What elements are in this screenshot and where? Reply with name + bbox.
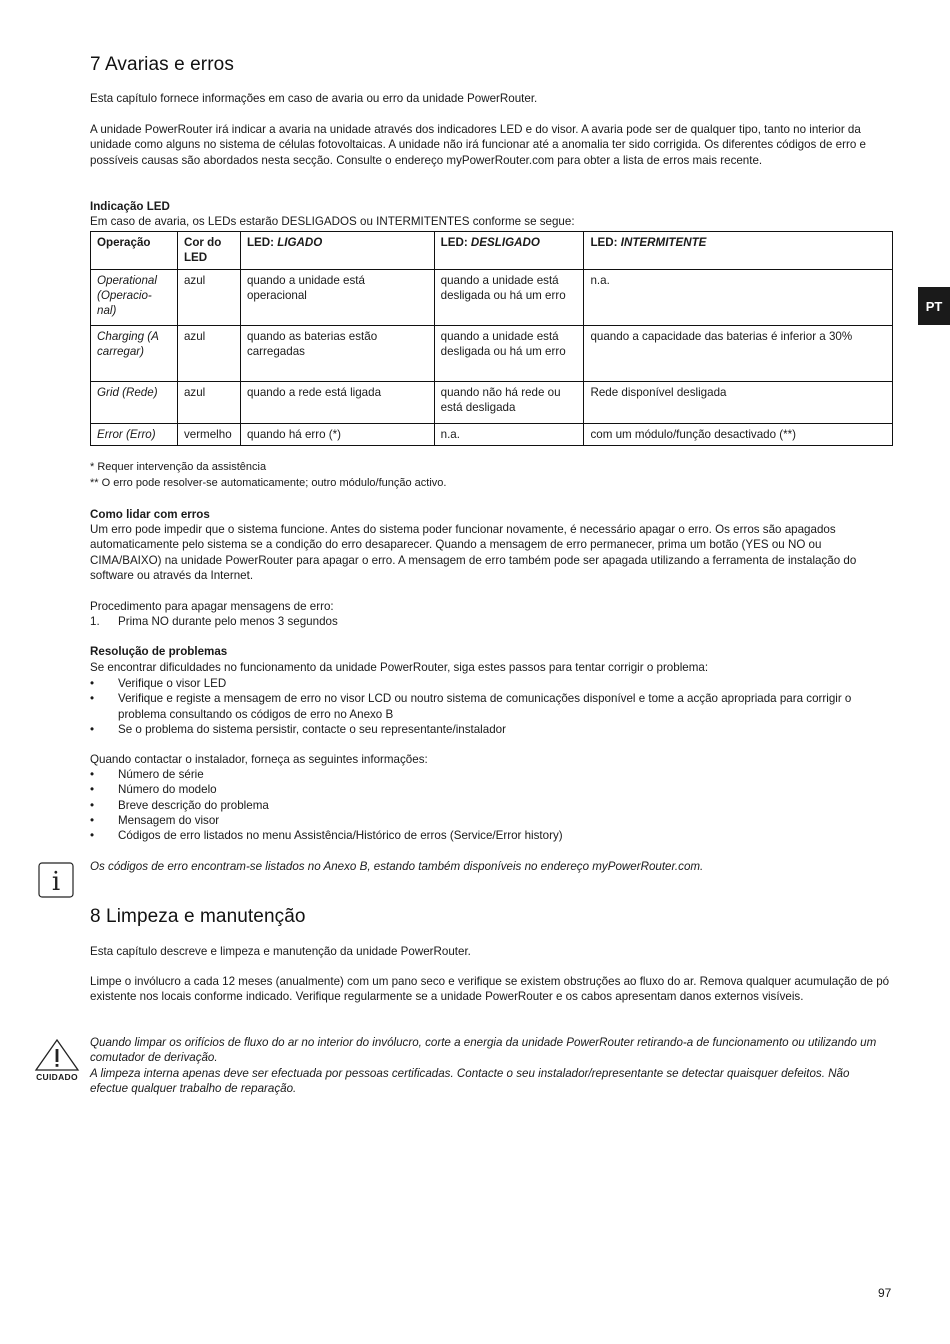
svg-text:i: i (51, 867, 61, 897)
list-item: • Verifique o visor LED (90, 676, 890, 691)
cell-ligado: quando há erro (*) (240, 424, 434, 446)
info-icon (38, 862, 74, 898)
header-cor-led: Cor do LED (177, 232, 240, 270)
caution-text-2: A limpeza interna apenas deve ser efectuada por pessoas certificadas. Contacte o seu instalador/representante se detectar quaisquer defeitos. Não efectue qualquer trabalho de reparação. (90, 1067, 850, 1096)
led-intro: Em caso de avaria, os LEDs estarão DESLIGADOS ou INTERMITENTES conforme se segue: (90, 215, 575, 228)
list-item: • Verifique e registe a mensagem de erro no visor LCD ou noutro sistema de comunicações disponível e tome a acção apropriada para corrigir o problema consultando os códigos de erro no Anexo B (90, 691, 890, 722)
procedure-step-text: Prima NO durante pelo menos 3 segundos (118, 615, 338, 628)
cell-cor: azul (177, 270, 240, 326)
list-item: • Número de série (90, 767, 890, 782)
header-intermitente: LED: INTERMITENTE (584, 232, 893, 270)
cell-intermitente: com um módulo/função desactivado (**) (584, 424, 893, 446)
table-header-row (91, 232, 893, 270)
cell-cor: azul (177, 326, 240, 382)
list-item: • Se o problema do sistema persistir, contacte o seu representante/instalador (90, 722, 890, 737)
procedure-intro: Procedimento para apagar mensagens de erro: (90, 600, 334, 613)
caution-text-1: Quando limpar os orifícios de fluxo do ar no interior do invólucro, corte a energia da unidade PowerRouter retirando-a de funcionamento ou utilizando um comutador de derivação. (90, 1036, 877, 1065)
footnote-1: * Requer intervenção da assistência (90, 461, 267, 473)
section-8-intro: Esta capítulo descreve e limpeza e manutenção da unidade PowerRouter. (90, 945, 471, 958)
procedure-step (90, 614, 890, 629)
cell-intermitente: n.a. (584, 270, 893, 326)
table-row (91, 424, 893, 446)
cell-desligado: quando a unidade está desligada ou há um erro (434, 270, 584, 326)
info-note: Os códigos de erro encontram-se listados no Anexo B, estando também disponíveis no endereço myPowerRouter.com. (90, 860, 704, 873)
cell-ligado: quando a unidade está operacional (240, 270, 434, 326)
language-tab: PT (918, 287, 950, 325)
cell-ligado: quando a rede está ligada (240, 382, 434, 424)
cell-intermitente: Rede disponível desligada (584, 382, 893, 424)
cell-operacao: Charging (A carregar) (91, 326, 178, 382)
contact-list (90, 767, 890, 843)
troubleshooting-intro: Se encontrar dificuldades no funcionamento da unidade PowerRouter, siga estes passos para tentar corrigir o problema: (90, 661, 709, 674)
warning-triangle-icon (32, 1038, 82, 1084)
cell-ligado: quando as baterias estão carregadas (240, 326, 434, 382)
cell-operacao: Grid (Rede) (91, 382, 178, 424)
troubleshooting-heading: Resolução de problemas (90, 645, 228, 658)
header-ligado: LED: LIGADO (240, 232, 434, 270)
header-desligado: LED: DESLIGADO (434, 232, 584, 270)
errors-paragraph: Um erro pode impedir que o sistema funcione. Antes do sistema poder funcionar novamente, é necessário apagar o erro. Os erros são apagados automaticamente pelo sistema se a condição do erro desaparecer. Quando a mensagem de erro permanecer, prima um botão (YES ou NO ou CIMA/BAIXO) na unidade PowerRouter para apagar o erro. A mensagem de erro também pode ser apagada utilizando a ferramenta de instalação do software ou através da Internet. (90, 523, 857, 582)
section-8-paragraph: Limpe o invólucro a cada 12 meses (anualmente) com um pano seco e verifique se existem obstruções ao fluxo do ar. Remova qualquer acumulação de pó existente nos locais conforme indicado. Verifique regularmente se a unidade PowerRouter e os cabos apresentam danos externos visíveis. (90, 975, 890, 1004)
table-row (91, 326, 893, 382)
cell-intermitente: quando a capacidade das baterias é inferior a 30% (584, 326, 893, 382)
troubleshooting-list (90, 676, 890, 737)
list-item: • Mensagem do visor (90, 813, 890, 828)
cell-cor: vermelho (177, 424, 240, 446)
table-row (91, 382, 893, 424)
cell-desligado: n.a. (434, 424, 584, 446)
section-7-intro: Esta capítulo fornece informações em caso de avaria ou erro da unidade PowerRouter. (90, 92, 538, 105)
list-item: • Códigos de erro listados no menu Assistência/Histórico de erros (Service/Error history) (90, 828, 890, 843)
led-heading: Indicação LED (90, 200, 170, 213)
footnote-2: ** O erro pode resolver-se automaticamente; outro módulo/função activo. (90, 477, 447, 489)
cell-desligado: quando não há rede ou está desligada (434, 382, 584, 424)
section-7-paragraph: A unidade PowerRouter irá indicar a avaria na unidade através dos indicadores LED e do visor. A avaria pode ser de qualquer tipo, tanto no interior da unidade como alguns no sistema de células fotovoltaicas. A unidade não irá funcionar até a anomalia ter sido corrigida. Os diferentes códigos de erro e possíveis causas são abordados nesta secção. Consulte o endereço myPowerRouter.com para obter a lista de erros mais recente. (90, 123, 866, 167)
caution-label: CUIDADO (36, 1072, 78, 1082)
list-item: • Número do modelo (90, 782, 890, 797)
procedure-step-number: 1. (90, 615, 100, 628)
section-8-title: 8 Limpeza e manutenção (90, 906, 306, 927)
cell-operacao: Error (Erro) (91, 424, 178, 446)
table-row (91, 270, 893, 326)
cell-cor: azul (177, 382, 240, 424)
cell-desligado: quando a unidade está desligada ou há um erro (434, 326, 584, 382)
list-item: • Breve descrição do problema (90, 798, 890, 813)
errors-heading: Como lidar com erros (90, 508, 210, 521)
page-number: 97 (878, 1286, 892, 1300)
section-7-title: 7 Avarias e erros (90, 54, 234, 75)
led-table (90, 231, 893, 446)
header-operacao: Operação (91, 232, 178, 270)
contact-intro: Quando contactar o instalador, forneça as seguintes informações: (90, 753, 428, 766)
cell-operacao: Operational (Operacio-nal) (91, 270, 178, 326)
